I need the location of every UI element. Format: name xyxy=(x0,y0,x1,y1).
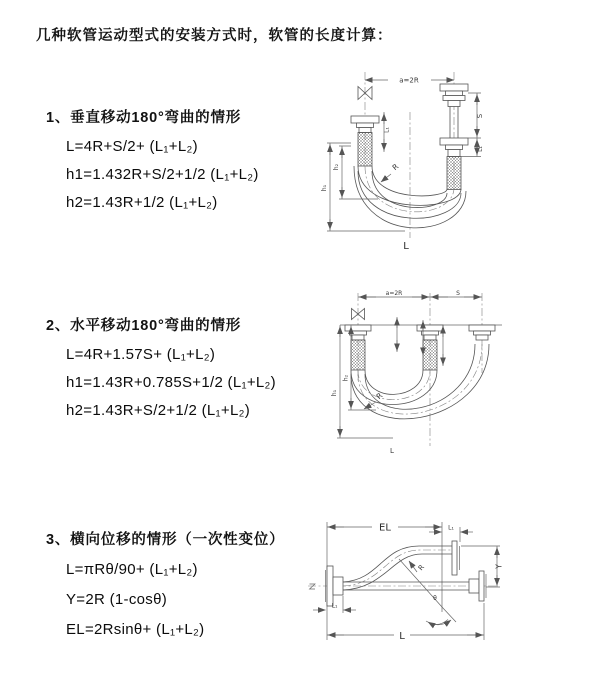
middle-flange-fitting xyxy=(417,325,443,370)
section-3-heading: 3、横向位移的情形（一次性变位） xyxy=(46,532,285,548)
formula-line: EL=2Rsinθ+ (L₁+L₂) xyxy=(66,621,205,638)
radius-callout xyxy=(381,162,400,182)
formula-line: h2=1.43R+1/2 (L₁+L₂) xyxy=(66,194,218,211)
section-3-formulas xyxy=(66,555,284,645)
dim-l xyxy=(327,631,484,642)
section-1-formulas xyxy=(66,133,259,217)
dim-label-r: R xyxy=(390,161,401,173)
formula-line: h1=1.43R+0.785S+1/2 (L₁+L₂) xyxy=(66,374,276,391)
dim-label-l1: L₁ xyxy=(383,127,391,133)
right-flange-fitting xyxy=(469,325,495,340)
diagram-lateral-displacement xyxy=(298,500,510,655)
braided-hose-section xyxy=(358,133,372,167)
radius-and-angle xyxy=(399,559,456,625)
left-flange-fitting xyxy=(345,325,371,370)
dim-label-h1: h₁ xyxy=(321,184,328,192)
dim-label-y: Y xyxy=(494,564,504,569)
dim-l1-top xyxy=(429,525,473,533)
top-right-flange-fitting xyxy=(452,541,460,575)
dim-label-a2r: a=2R xyxy=(399,76,419,85)
radius-callout xyxy=(364,391,384,409)
dim-label-el: EL xyxy=(379,522,391,534)
diagram-horizontal-180-bend xyxy=(318,288,518,460)
centerlines xyxy=(365,72,454,238)
diagram-vertical-180-bend xyxy=(310,66,510,264)
braided-hose-section xyxy=(351,340,365,370)
dim-l1-left xyxy=(384,112,391,152)
formula-line: L=4R+1.57S+ (L₁+L₂) xyxy=(66,346,216,363)
dim-label-h2: h₂ xyxy=(333,163,340,171)
section-1 xyxy=(46,106,259,217)
bottom-right-flange-fitting xyxy=(469,571,486,601)
section-2 xyxy=(46,314,276,425)
centerlines xyxy=(358,293,482,446)
section-2-formulas xyxy=(66,341,276,425)
dim-a2r xyxy=(365,77,454,85)
dim-label-l1: L₁ xyxy=(477,146,484,152)
formula-line: h2=1.43R+S/2+1/2 (L₁+L₂) xyxy=(66,402,251,419)
dim-s-l1-right xyxy=(461,93,484,157)
formula-line: h1=1.432R+S/2+1/2 (L₁+L₂) xyxy=(66,166,259,183)
dim-label-h1: h₁ xyxy=(331,389,338,397)
dim-l1-left xyxy=(313,596,356,613)
dim-label-r: R xyxy=(374,390,385,402)
formula-line: Y=2R (1-cosθ) xyxy=(66,591,168,608)
dim-label-s: S xyxy=(476,113,484,119)
section-3 xyxy=(46,528,284,645)
dim-label-l1: L₁ xyxy=(331,602,338,610)
dim-label-l1: L₁ xyxy=(448,524,454,532)
left-flange-fitting xyxy=(326,566,344,606)
dim-label-l: L xyxy=(399,631,405,642)
dim-label-h2: h₂ xyxy=(342,374,350,382)
dim-el xyxy=(327,523,442,534)
left-flange-fitting xyxy=(351,116,379,166)
formula-line: L=πRθ/90+ (L₁+L₂) xyxy=(66,561,198,578)
section-1-heading: 1、垂直移动180°弯曲的情形 xyxy=(46,110,242,126)
dim-label-a2r: a=2R xyxy=(385,289,403,297)
u-bend-hoses xyxy=(351,344,489,419)
dim-label-r: R xyxy=(416,563,427,573)
section-2-heading: 2、水平移动180°弯曲的情形 xyxy=(46,318,242,334)
formula-line: L=4R+S/2+ (L₁+L₂) xyxy=(66,138,198,155)
dim-label-l: L xyxy=(390,447,394,455)
dim-label-theta: θ xyxy=(433,595,437,602)
braided-hose-section xyxy=(447,157,461,190)
dim-label-s: S xyxy=(456,289,460,297)
dim-a2r-s xyxy=(358,290,482,297)
displaced-hose xyxy=(343,546,452,590)
dim-label-l: L xyxy=(403,241,409,252)
axis-mark xyxy=(310,584,316,589)
page-title: 几种软管运动型式的安装方式时，软管的长度计算： xyxy=(36,28,393,44)
braided-hose-section xyxy=(423,340,437,370)
